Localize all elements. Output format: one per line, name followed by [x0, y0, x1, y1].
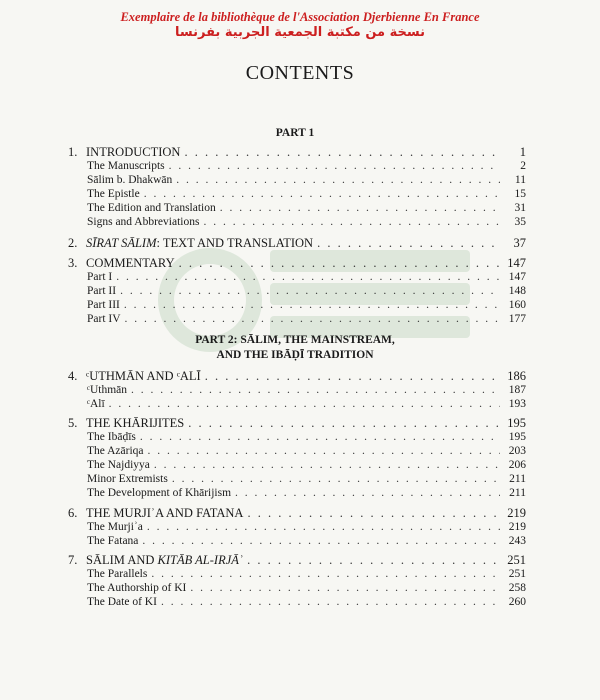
page-number: 211	[509, 473, 526, 485]
dot-leader	[161, 595, 500, 609]
page-number: 15	[514, 188, 526, 200]
toc-entry[interactable]	[87, 595, 526, 609]
chapter-title: THE MURJIʾA AND FATANA	[86, 506, 244, 520]
toc-entry[interactable]	[87, 520, 526, 534]
toc-entry[interactable]	[87, 581, 526, 595]
entry-title: The Authorship of KI	[87, 582, 187, 594]
page-number: 37	[513, 236, 526, 250]
dot-leader	[140, 430, 500, 444]
page-number: 203	[508, 445, 526, 457]
dot-leader	[151, 567, 500, 581]
chapter-number: 7.	[68, 553, 78, 567]
toc-entry[interactable]	[87, 159, 526, 173]
page-number: 251	[507, 553, 526, 567]
page-number: 31	[514, 202, 526, 214]
toc-entry[interactable]	[87, 270, 526, 284]
page-number: 195	[507, 416, 526, 430]
dot-leader	[247, 553, 500, 567]
part2-heading-line2: AND THE IBĀḌĪ TRADITION	[216, 349, 374, 361]
dot-leader	[154, 458, 500, 472]
toc-entry[interactable]	[87, 312, 526, 326]
chapter-number: 2.	[68, 236, 78, 250]
toc-entry[interactable]	[87, 383, 526, 397]
toc-entry[interactable]	[87, 444, 526, 458]
toc-entry[interactable]	[87, 173, 526, 187]
entry-title: The Epistle	[87, 188, 140, 200]
dot-leader	[179, 256, 500, 270]
chapter-title-plain: SĀLIM AND	[86, 553, 158, 567]
library-stamp	[0, 10, 600, 41]
dot-leader	[109, 397, 500, 411]
toc-entry[interactable]	[87, 458, 526, 472]
dot-leader	[205, 369, 500, 383]
entry-title: Part III	[87, 299, 120, 311]
dot-leader	[125, 312, 500, 326]
part2-heading-line1: PART 2: SĀLIM, THE MAINSTREAM,	[195, 334, 395, 346]
entry-title: The Parallels	[87, 568, 148, 580]
entry-title: The Development of Khārijism	[87, 487, 232, 499]
toc-entry[interactable]	[87, 567, 526, 581]
dot-leader	[235, 486, 500, 500]
page-number: 147	[507, 256, 526, 270]
entry-title: Sālim b. Dhakwān	[87, 174, 173, 186]
entry-title: The Azāriqa	[87, 445, 144, 457]
page-number: 148	[508, 285, 526, 297]
toc-chapter-6[interactable]	[68, 506, 526, 520]
stamp-french-text: Exemplaire de la bibliothèque de l'Association Djerbienne En France	[120, 10, 480, 24]
entry-title: Part IV	[87, 313, 121, 325]
entry-title: Part II	[87, 285, 117, 297]
dot-leader	[148, 444, 500, 458]
page-number: 260	[508, 596, 526, 608]
entry-title: The Fatana	[87, 535, 139, 547]
dot-leader	[142, 534, 500, 548]
chapter-number: 6.	[68, 506, 78, 520]
page-number: 219	[507, 506, 526, 520]
toc-entry[interactable]	[87, 472, 526, 486]
entry-title: The Ibāḍīs	[87, 431, 136, 443]
page-number: 1	[519, 145, 526, 159]
page-number: 35	[514, 216, 526, 228]
entry-title: The Manuscripts	[87, 160, 165, 172]
dot-leader	[120, 284, 500, 298]
chapter-number: 5.	[68, 416, 78, 430]
page-number: 186	[507, 369, 526, 383]
toc-chapter-5[interactable]	[68, 416, 526, 430]
dot-leader	[176, 173, 500, 187]
entry-title: The Date of KI	[87, 596, 157, 608]
toc-entry[interactable]	[87, 298, 526, 312]
page-number: 187	[508, 384, 526, 396]
toc-entry[interactable]	[87, 397, 526, 411]
dot-leader	[203, 215, 500, 229]
entry-title: Part I	[87, 271, 113, 283]
dot-leader	[172, 472, 500, 486]
toc-entry[interactable]	[87, 430, 526, 444]
entry-title: ᶜAlī	[87, 398, 105, 410]
toc-entry[interactable]	[87, 201, 526, 215]
stamp-arabic-text: نسخة من مكتبة الجمعية الجربية بفرنسا	[175, 25, 425, 40]
toc-chapter-2[interactable]	[68, 236, 526, 250]
entry-title: The Najdiyya	[87, 459, 150, 471]
toc-entry[interactable]	[87, 187, 526, 201]
page-number: 195	[508, 431, 526, 443]
chapter-title-italic: SĪRAT SĀLIM	[86, 236, 157, 250]
dot-leader	[317, 236, 500, 250]
chapter-title-rest: : TEXT AND TRANSLATION	[156, 236, 314, 250]
toc-chapter-3[interactable]	[68, 256, 526, 270]
dot-leader	[144, 187, 500, 201]
dot-leader	[220, 201, 500, 215]
chapter-title	[86, 553, 243, 567]
page-number: 219	[508, 521, 526, 533]
chapter-number: 4.	[68, 369, 78, 383]
chapter-title-italic: KITĀB AL-IRJĀʾ	[157, 553, 244, 567]
entry-title: The Murjiʾa	[87, 521, 143, 533]
dot-leader	[131, 383, 500, 397]
page-number: 258	[508, 582, 526, 594]
page-number: 211	[509, 487, 526, 499]
toc-entry[interactable]	[87, 486, 526, 500]
page-number: 206	[508, 459, 526, 471]
dot-leader	[169, 159, 500, 173]
chapter-title: THE KHĀRIJITES	[86, 416, 185, 430]
chapter-title	[86, 236, 313, 250]
chapter-number: 1.	[68, 145, 78, 159]
chapter-title: INTRODUCTION	[86, 145, 181, 159]
toc-entry[interactable]	[87, 215, 526, 229]
toc-entry[interactable]	[87, 534, 526, 548]
page-number: 147	[508, 271, 526, 283]
page-number: 243	[508, 535, 526, 547]
page-number: 177	[508, 313, 526, 325]
dot-leader	[190, 581, 500, 595]
dot-leader	[184, 145, 500, 159]
toc-chapter-7[interactable]	[68, 553, 526, 567]
page-title: CONTENTS	[245, 62, 355, 84]
dot-leader	[116, 270, 500, 284]
page-number: 11	[514, 174, 526, 186]
toc-chapter-1[interactable]	[68, 145, 526, 159]
page-number: 160	[508, 299, 526, 311]
part2-heading	[60, 333, 530, 363]
chapter-title: COMMENTARY	[86, 256, 175, 270]
toc-entry[interactable]	[87, 284, 526, 298]
dot-leader	[247, 506, 500, 520]
dot-leader	[147, 520, 500, 534]
entry-title: The Edition and Translation	[87, 202, 216, 214]
part1-heading: PART 1	[275, 127, 315, 139]
entry-title: ᶜUthmān	[87, 384, 127, 396]
dot-leader	[188, 416, 500, 430]
chapter-number: 3.	[68, 256, 78, 270]
page-number: 2	[520, 160, 526, 172]
page-number: 193	[508, 398, 526, 410]
dot-leader	[124, 298, 500, 312]
chapter-title: ᶜUTHMĀN AND ᶜALĪ	[86, 369, 201, 383]
page-number: 251	[508, 568, 526, 580]
toc-chapter-4[interactable]	[68, 369, 526, 383]
entry-title: Signs and Abbreviations	[87, 216, 200, 228]
entry-title: Minor Extremists	[87, 473, 168, 485]
